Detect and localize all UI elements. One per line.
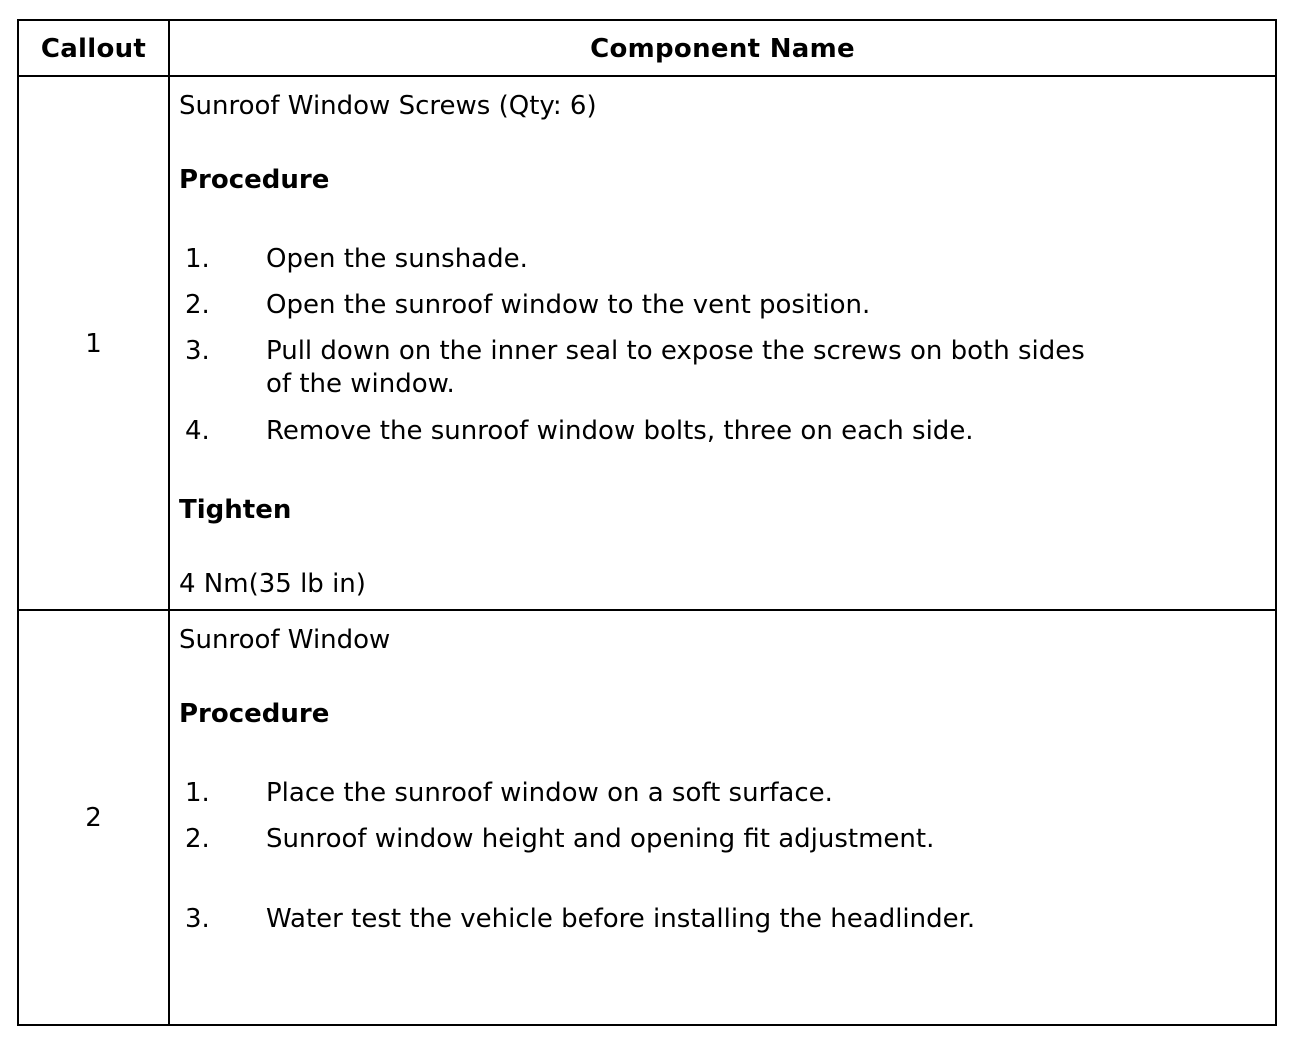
column-divider bbox=[168, 21, 170, 1024]
row-1-step-1-number: 1. bbox=[185, 244, 210, 274]
header-callout: Callout bbox=[40, 34, 147, 64]
component-table bbox=[17, 19, 1277, 1026]
row-2-callout: 2 bbox=[85, 803, 102, 833]
row-1-step-3-text: Pull down on the inner seal to expose the screws on both sides bbox=[266, 336, 1085, 366]
row-2-step-1-text: Place the sunroof window on a soft surface. bbox=[266, 778, 833, 808]
row-1-step-1-text: Open the sunshade. bbox=[266, 244, 528, 274]
row-1-title: Sunroof Window Screws (Qty: 6) bbox=[179, 91, 597, 121]
row-2-step-3-number: 3. bbox=[185, 904, 210, 934]
row-2-step-1-number: 1. bbox=[185, 778, 210, 808]
row-1-step-4-text: Remove the sunroof window bolts, three on each side. bbox=[266, 416, 974, 446]
row-2-procedure-label: Procedure bbox=[179, 699, 330, 729]
row-divider bbox=[19, 609, 1275, 611]
row-1-procedure-label: Procedure bbox=[179, 165, 330, 195]
row-1-torque-value: 4 Nm(35 lb in) bbox=[179, 569, 366, 599]
row-1-callout: 1 bbox=[85, 329, 102, 359]
row-2-step-3-text: Water test the vehicle before installing the headlinder. bbox=[266, 904, 976, 934]
row-2-title: Sunroof Window bbox=[179, 625, 391, 655]
row-1-step-2-number: 2. bbox=[185, 290, 210, 320]
header-component-name: Component Name bbox=[590, 34, 855, 64]
row-1-tighten-label: Tighten bbox=[179, 495, 292, 525]
row-1-step-3-number: 3. bbox=[185, 336, 210, 366]
row-1-step-2-text: Open the sunroof window to the vent position. bbox=[266, 290, 871, 320]
row-1-step-3-text-continued: of the window. bbox=[266, 369, 455, 399]
row-2-step-2-text: Sunroof window height and opening fit adjustment. bbox=[266, 824, 935, 854]
row-2-step-2-number: 2. bbox=[185, 824, 210, 854]
row-1-step-4-number: 4. bbox=[185, 416, 210, 446]
